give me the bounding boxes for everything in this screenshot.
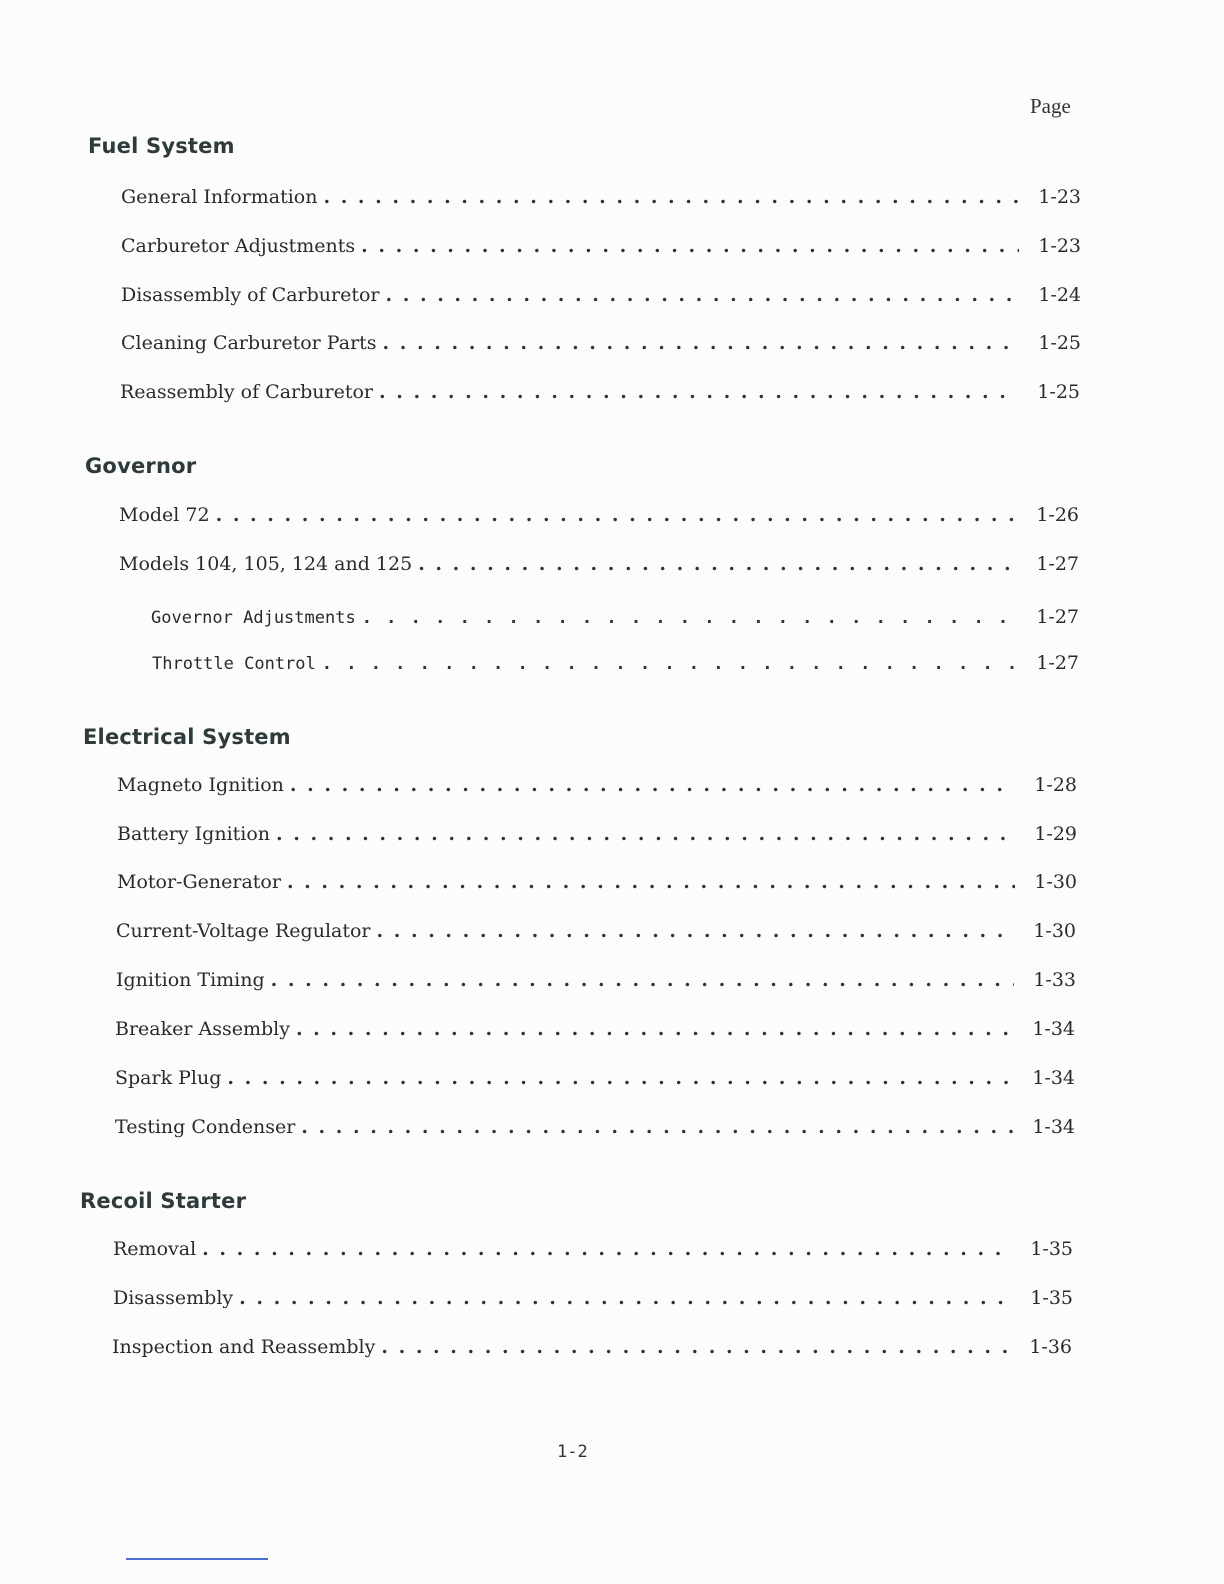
dot-leader <box>323 186 1019 208</box>
toc-entry-page: 1-34 <box>1032 1116 1075 1138</box>
section-title-fuel-system: Fuel System <box>88 134 235 158</box>
dot-leader <box>361 235 1019 257</box>
dot-leader <box>362 608 1017 628</box>
toc-entry-label: Testing Condenser <box>115 1116 296 1138</box>
dot-leader <box>216 504 1017 526</box>
dot-leader <box>383 332 1019 354</box>
toc-entry-page: 1-36 <box>1029 1336 1072 1358</box>
toc-entry[interactable] <box>116 920 1076 942</box>
toc-entry-label: Throttle Control <box>152 654 316 674</box>
toc-entry-label: Governor Adjustments <box>151 608 356 628</box>
dot-leader <box>239 1287 1011 1309</box>
dot-leader <box>301 1116 1013 1138</box>
toc-entry-page: 1-30 <box>1033 920 1076 942</box>
toc-subentry[interactable] <box>152 652 1079 674</box>
dot-leader <box>322 654 1017 674</box>
section-title-governor: Governor <box>85 454 197 478</box>
toc-entry-label: Breaker Assembly <box>115 1018 290 1040</box>
toc-entry-label: Carburetor Adjustments <box>121 235 356 257</box>
dot-leader <box>379 381 1018 403</box>
toc-entry-label: Battery Ignition <box>117 823 271 845</box>
toc-entry-page: 1-30 <box>1034 871 1077 893</box>
divider <box>126 1558 268 1560</box>
toc-entry[interactable] <box>115 1067 1075 1089</box>
toc-entry-page: 1-27 <box>1036 553 1079 575</box>
toc-entry-page: 1-28 <box>1034 774 1077 796</box>
toc-entry[interactable] <box>116 969 1076 991</box>
page-number: 1-2 <box>557 1442 588 1462</box>
toc-entry-label: Reassembly of Carburetor <box>120 381 373 403</box>
toc-entry-page: 1-34 <box>1032 1067 1075 1089</box>
dot-leader <box>227 1067 1013 1089</box>
toc-entry-page: 1-33 <box>1033 969 1076 991</box>
toc-entry-page: 1-35 <box>1030 1238 1073 1260</box>
dot-leader <box>276 823 1015 845</box>
toc-entry[interactable] <box>113 1287 1073 1309</box>
toc-entry[interactable] <box>117 774 1077 796</box>
page-column-header: Page <box>1030 94 1071 118</box>
toc-entry-label: Models 104, 105, 124 and 125 <box>119 553 413 575</box>
toc-entry-label: Magneto Ignition <box>117 774 284 796</box>
toc-entry-label: Disassembly of Carburetor <box>121 284 380 306</box>
toc-entry-page: 1-35 <box>1030 1287 1073 1309</box>
toc-entry[interactable] <box>119 504 1079 526</box>
toc-entry[interactable] <box>121 186 1081 208</box>
dot-leader <box>290 774 1015 796</box>
dot-leader <box>287 871 1015 893</box>
toc-entry-label: Removal <box>113 1238 197 1260</box>
toc-entry-page: 1-25 <box>1038 332 1081 354</box>
toc-entry[interactable] <box>113 1238 1073 1260</box>
section-title-electrical-system: Electrical System <box>83 725 291 749</box>
dot-leader <box>386 284 1019 306</box>
toc-entry-page: 1-26 <box>1036 504 1079 526</box>
toc-entry-page: 1-23 <box>1038 235 1081 257</box>
toc-entry-page: 1-34 <box>1032 1018 1075 1040</box>
dot-leader <box>271 969 1014 991</box>
dot-leader <box>296 1018 1013 1040</box>
dot-leader <box>381 1336 1010 1358</box>
toc-entry[interactable] <box>119 553 1079 575</box>
toc-entry-label: Disassembly <box>113 1287 234 1309</box>
toc-entry-label: Current-Voltage Regulator <box>116 920 371 942</box>
toc-entry-page: 1-25 <box>1037 381 1080 403</box>
dot-leader <box>418 553 1017 575</box>
toc-entry-page: 1-23 <box>1038 186 1081 208</box>
toc-entry-label: Model 72 <box>119 504 210 526</box>
toc-entry[interactable] <box>117 823 1077 845</box>
toc-entry[interactable] <box>120 381 1080 403</box>
toc-entry-label: Ignition Timing <box>116 969 265 991</box>
section-title-recoil-starter: Recoil Starter <box>80 1189 247 1213</box>
toc-subentry[interactable] <box>151 606 1079 628</box>
toc-entry-label: Inspection and Reassembly <box>112 1336 376 1358</box>
toc-entry-page: 1-24 <box>1038 284 1081 306</box>
toc-entry-label: General Information <box>121 186 318 208</box>
dot-leader <box>377 920 1014 942</box>
toc-entry-label: Spark Plug <box>115 1067 222 1089</box>
toc-entry[interactable] <box>115 1116 1075 1138</box>
toc-entry[interactable] <box>121 235 1081 257</box>
toc-entry-page: 1-27 <box>1036 606 1079 628</box>
toc-entry-page: 1-27 <box>1036 652 1079 674</box>
toc-entry[interactable] <box>121 332 1081 354</box>
toc-entry[interactable] <box>115 1018 1075 1040</box>
dot-leader <box>202 1238 1011 1260</box>
toc-entry[interactable] <box>117 871 1077 893</box>
toc-entry-label: Cleaning Carburetor Parts <box>121 332 377 354</box>
toc-entry[interactable] <box>121 284 1081 306</box>
toc-entry-label: Motor-Generator <box>117 871 281 893</box>
toc-entry[interactable] <box>112 1336 1072 1358</box>
toc-entry-page: 1-29 <box>1034 823 1077 845</box>
